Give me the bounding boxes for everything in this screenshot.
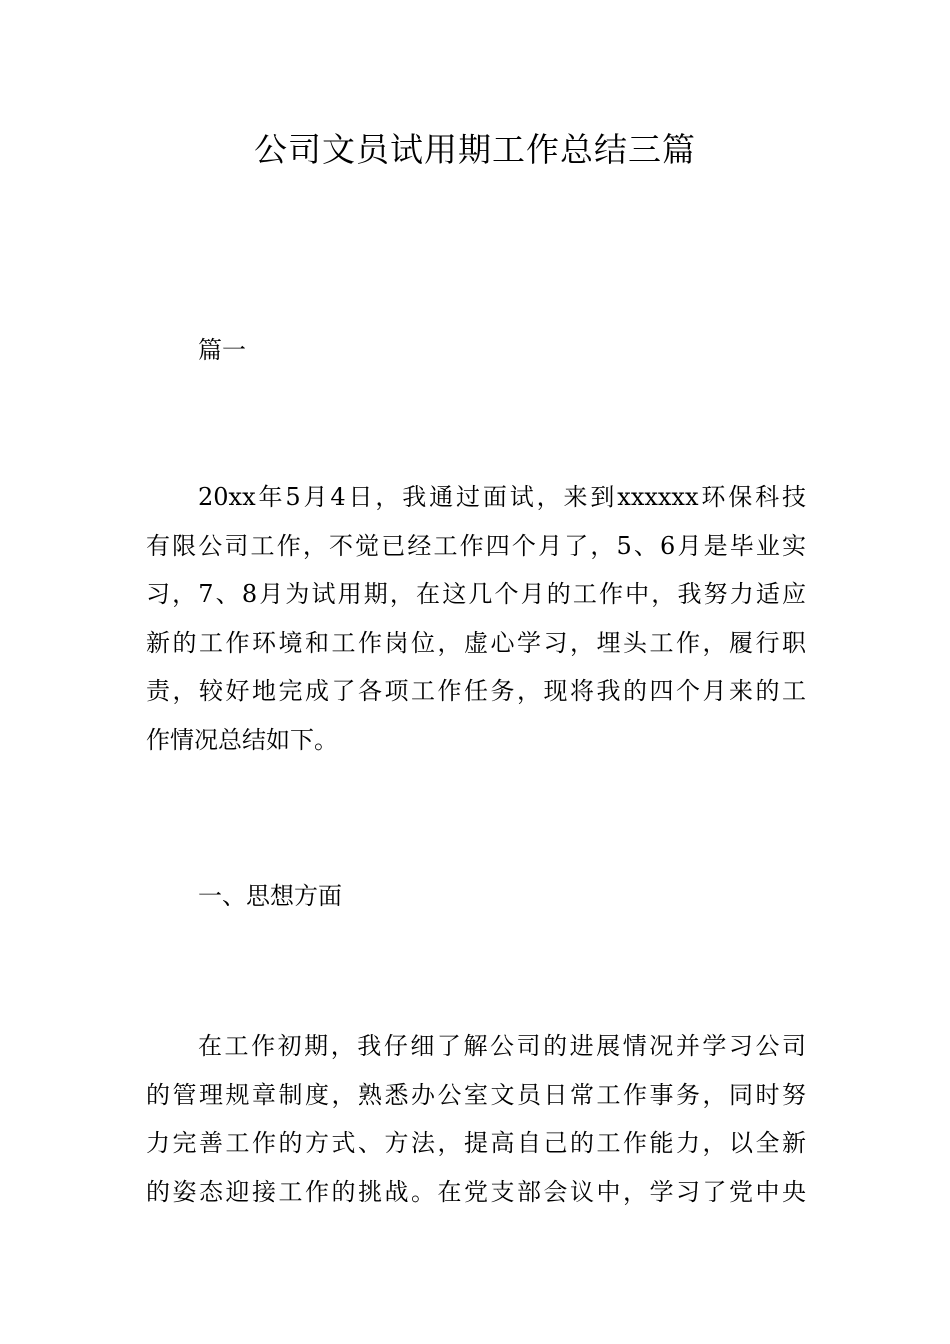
paragraph-line: 新的工作环境和工作岗位，虚心学习，埋头工作，履行职 xyxy=(146,628,806,657)
paragraph-line: 的管理规章制度，熟悉办公室文员日常工作事务，同时努 xyxy=(146,1080,806,1109)
paragraph-line: 习，7、8月为试用期，在这几个月的工作中，我努力适应 xyxy=(146,580,806,608)
paragraph-line: 责，较好地完成了各项工作任务，现将我的四个月来的工 xyxy=(146,677,806,705)
paragraph-line: 在工作初期，我仔细了解公司的进展情况并学习公司 xyxy=(198,1032,806,1060)
subheading-thought: 一、思想方面 xyxy=(198,882,342,910)
paragraph-line: 作情况总结如下。 xyxy=(146,725,338,754)
paragraph-line: 的姿态迎接工作的挑战。在党支部会议中，学习了党中央 xyxy=(146,1177,806,1206)
section-heading-1: 篇一 xyxy=(198,336,246,364)
document-title: 公司文员试用期工作总结三篇 xyxy=(254,130,696,169)
paragraph-line: 有限公司工作，不觉已经工作四个月了，5、6月是毕业实 xyxy=(146,531,806,560)
paragraph-1 xyxy=(146,473,806,764)
paragraph-2 xyxy=(146,1022,806,1216)
paragraph-line: 力完善工作的方式、方法，提高自己的工作能力，以全新 xyxy=(146,1129,806,1157)
paragraph-line: 20xx年5月4日，我通过面试，来到xxxxxx环保科技 xyxy=(198,483,806,511)
